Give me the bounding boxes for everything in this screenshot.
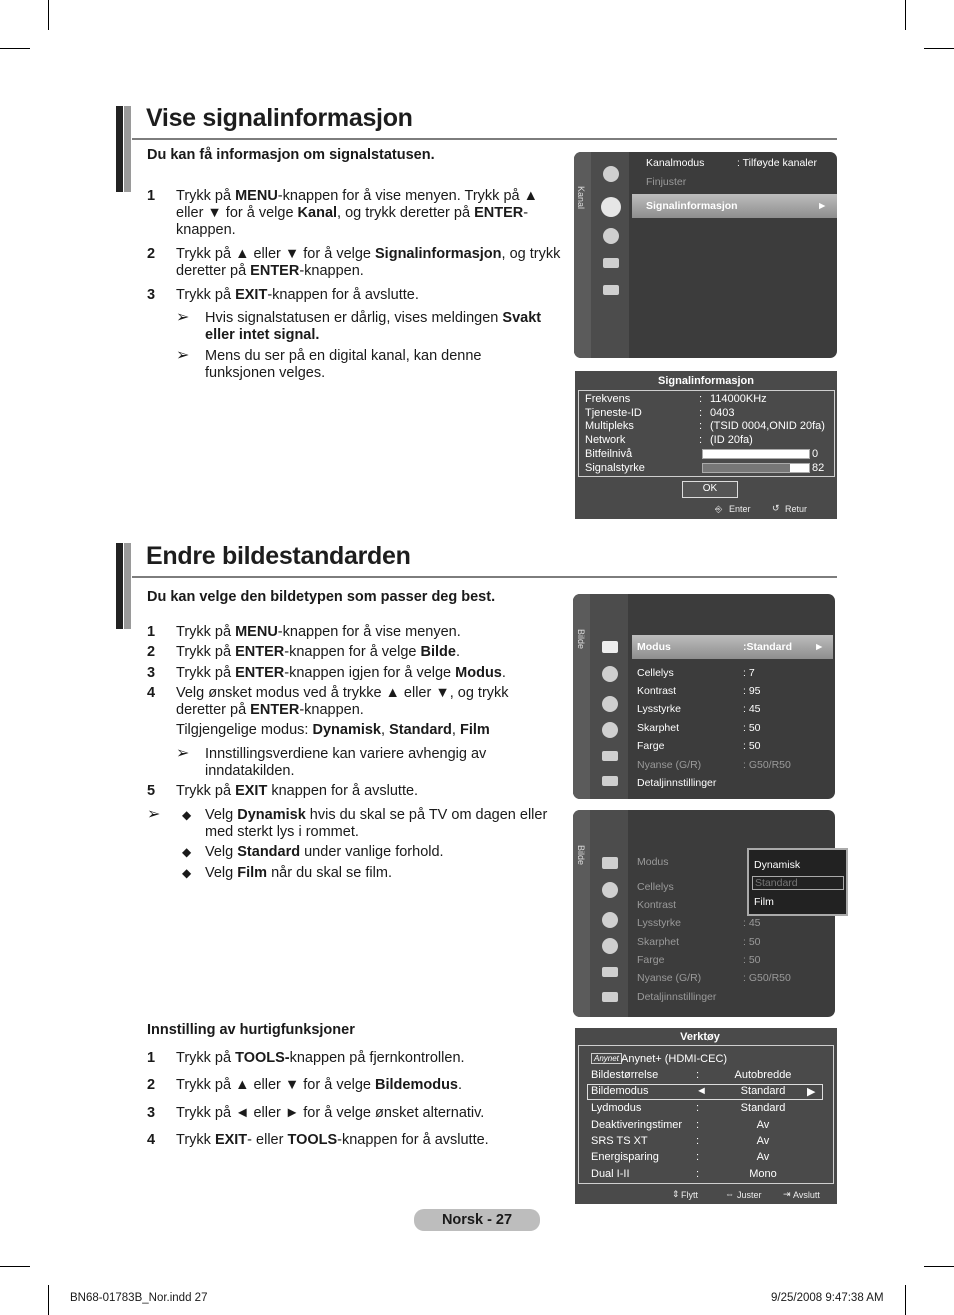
left-arrow-icon[interactable]: ◄ xyxy=(696,1085,707,1097)
exit-hint: Avslutt xyxy=(793,1190,820,1200)
note-arrow-icon: ➢ xyxy=(176,347,190,364)
menu-row-value: : 45 xyxy=(743,703,761,715)
menu-highlight-label: Modus xyxy=(637,641,671,653)
gear-icon[interactable] xyxy=(602,722,618,738)
menu-row-value: : 50 xyxy=(743,954,761,966)
menu-sidebar xyxy=(573,594,590,799)
crop-mark xyxy=(924,48,954,49)
dialog-title: Signalinformasjon xyxy=(658,375,754,387)
menu-row-label[interactable]: Kontrast xyxy=(637,899,677,911)
menu-row-value: : G50/R50 xyxy=(743,972,791,984)
menu-row-label[interactable]: Cellelys xyxy=(637,667,674,679)
dialog-title: Verktøy xyxy=(680,1031,720,1043)
step-text: Trykk på ▲ eller ▼ for å velge Signalinformasjon, og trykk deretter på ENTER-knappen. xyxy=(176,246,561,279)
menu-sidebar xyxy=(574,152,591,358)
crop-mark xyxy=(905,0,906,30)
menu-row-label[interactable]: Detaljinnstillinger xyxy=(637,777,717,789)
crop-mark xyxy=(48,1285,49,1315)
move-hint: Flytt xyxy=(681,1190,698,1200)
crop-mark xyxy=(924,1266,954,1267)
step-number: 1 xyxy=(147,1050,156,1066)
tools-label[interactable]: Bildestørrelse xyxy=(591,1069,659,1081)
info-sep: : xyxy=(699,407,703,419)
crop-mark xyxy=(0,48,30,49)
step-text: Trykk på MENU-knappen for å vise menyen. xyxy=(176,624,461,640)
info-sep: : xyxy=(699,393,703,405)
satellite-dish-icon[interactable] xyxy=(602,912,618,928)
step-number: 2 xyxy=(147,644,156,660)
info-label: Tjeneste-ID xyxy=(585,407,642,419)
section-title: Vise signalinformasjon xyxy=(146,104,413,132)
exit-icon: ⇥ xyxy=(783,1189,791,1199)
step-number: 2 xyxy=(147,1077,156,1093)
satellite-dish-icon[interactable] xyxy=(602,696,618,712)
tools-label[interactable]: Deaktiveringstimer xyxy=(591,1119,683,1131)
menu-row-label[interactable]: Lysstyrke xyxy=(637,703,681,715)
menu-row-value: : 45 xyxy=(743,917,761,929)
menu-row-value: : Tilføyde kanaler xyxy=(737,157,817,169)
satellite-dish-icon[interactable] xyxy=(601,197,621,217)
signal-strength-fill xyxy=(703,464,790,472)
bullet-text: Velg Dynamisk hvis du skal se på TV om dagen eller med sterkt lys i rommet. xyxy=(205,807,548,840)
note-arrow-icon: ➢ xyxy=(176,309,190,326)
info-sep: : xyxy=(699,434,703,446)
tools-value: Mono xyxy=(749,1168,777,1180)
title-rule xyxy=(132,576,837,578)
section-marker xyxy=(124,106,131,192)
menu-side-label: Bilde xyxy=(576,629,586,650)
menu-row-value: : 50 xyxy=(743,740,761,752)
tools-sep: : xyxy=(696,1168,700,1180)
step-text: Trykk på MENU-knappen for å vise menyen. Trykk på ▲ eller ▼ for å velge Kanal, og trykk deretter på ENTER-knappen. xyxy=(176,188,538,238)
menu-row-value: : 7 xyxy=(743,667,755,679)
tools-value: Av xyxy=(756,1135,770,1147)
menu-row-value: : 95 xyxy=(743,685,761,697)
step-number: 3 xyxy=(147,1105,156,1121)
dialog-content-box xyxy=(578,1045,834,1184)
note-text: Innstillingsverdiene kan variere avhengig av inndatakilden. xyxy=(205,746,487,779)
info-sep: : xyxy=(699,420,703,432)
picture-icon[interactable] xyxy=(602,641,618,653)
menu-side-label: Kanal xyxy=(576,186,586,210)
menu-row-label[interactable]: Finjuster xyxy=(646,176,687,188)
enter-icon: ⎆ xyxy=(715,504,723,514)
info-label: Network xyxy=(585,434,626,446)
info-label: Frekvens xyxy=(585,393,631,405)
page-number: Norsk - 27 xyxy=(414,1209,540,1231)
title-rule xyxy=(132,138,837,140)
menu-row-label[interactable]: Nyanse (G/R) xyxy=(637,759,702,771)
enter-hint: Enter xyxy=(729,504,751,514)
info-value: (TSID 0004,ONID 20fa) xyxy=(710,420,825,432)
available-modes: Tilgjengelige modus: Dynamisk, Standard, Film xyxy=(176,722,490,738)
dial-icon[interactable] xyxy=(602,666,618,682)
popup-option[interactable]: Film xyxy=(754,896,774,908)
menu-highlight-label: Signalinformasjon xyxy=(646,200,738,212)
menu-row-label[interactable]: Kontrast xyxy=(637,685,677,697)
bit-error-bar xyxy=(702,449,810,459)
step-text: Trykk EXIT- eller TOOLS-knappen for å avslutte. xyxy=(176,1132,489,1148)
mode-popup xyxy=(747,848,848,916)
section-lead: Du kan velge den bildetypen som passer deg best. xyxy=(147,589,496,605)
tools-label[interactable]: Dual I-II xyxy=(591,1168,630,1180)
info-value: (ID 20fa) xyxy=(710,434,753,446)
return-hint: Retur xyxy=(785,504,808,514)
tools-sep: : xyxy=(696,1119,700,1131)
gear-icon[interactable] xyxy=(603,228,619,244)
dial-icon[interactable] xyxy=(602,882,618,898)
tools-label[interactable]: Lydmodus xyxy=(591,1102,642,1114)
step-text: Trykk på ENTER-knappen igjen for å velge Modus. xyxy=(176,665,506,681)
step-text: Trykk på ENTER-knappen for å velge Bilde. xyxy=(176,644,460,660)
step-text: Trykk på ◄ eller ► for å velge ønsket alternativ. xyxy=(176,1105,485,1121)
gear-icon[interactable] xyxy=(602,938,618,954)
menu-row-label[interactable]: Modus xyxy=(637,856,669,868)
file-info: BN68-01783B_Nor.indd 27 xyxy=(70,1292,208,1304)
picture-menu-screen xyxy=(573,594,835,799)
menu-sidebar xyxy=(573,810,590,1017)
step-text: Trykk på EXIT-knappen for å avslutte. xyxy=(176,287,419,303)
date-info: 9/25/2008 9:47:38 AM xyxy=(771,1292,884,1304)
right-arrow-icon[interactable]: ▶ xyxy=(807,1086,816,1098)
tools-label[interactable]: Bildemodus xyxy=(591,1085,649,1097)
quick-heading: Innstilling av hurtigfunksjoner xyxy=(147,1022,355,1038)
step-number: 4 xyxy=(147,1132,156,1148)
section-marker xyxy=(124,543,131,629)
note-text: Mens du ser på en digital kanal, kan denne funksjonen velges. xyxy=(205,348,482,381)
section-marker xyxy=(116,106,123,192)
menu-row-label[interactable]: Skarphet xyxy=(637,722,680,734)
step-text: Trykk på ▲ eller ▼ for å velge Bildemodus. xyxy=(176,1077,463,1093)
step-number: 5 xyxy=(147,783,156,799)
adjust-hint: Juster xyxy=(737,1190,762,1200)
popup-option-selected[interactable]: Standard xyxy=(752,876,844,890)
bullet-diamond-icon: ◆ xyxy=(182,845,192,859)
tools-value: Av xyxy=(756,1119,770,1131)
info-value: 114000KHz xyxy=(710,393,767,405)
menu-row-value: : G50/R50 xyxy=(743,759,791,771)
up-down-icon: ⇕ xyxy=(672,1189,680,1199)
step-number: 1 xyxy=(147,188,156,204)
menu-row-label[interactable]: Kanalmodus xyxy=(646,157,705,169)
note-text: Hvis signalstatusen er dårlig, vises meldingen Svakt eller intet signal. xyxy=(205,310,542,343)
anynet-logo: Anynet xyxy=(591,1053,622,1064)
tools-label[interactable]: Energisparing xyxy=(591,1151,659,1163)
signal-strength-label: Signalstyrke xyxy=(585,462,645,474)
menu-row-label[interactable]: Farge xyxy=(637,740,665,752)
bullet-diamond-icon: ◆ xyxy=(182,866,192,880)
antenna-icon[interactable] xyxy=(602,967,618,977)
tools-dialog xyxy=(575,1028,837,1204)
menu-side-label: Bilde xyxy=(576,845,586,866)
menu-icon-column xyxy=(591,152,629,358)
menu-row-label[interactable]: Cellelys xyxy=(637,881,674,893)
section-title: Endre bildestandarden xyxy=(146,542,411,570)
menu-row-label[interactable]: Skarphet xyxy=(637,936,680,948)
tools-value: Standard xyxy=(740,1102,786,1114)
signal-info-dialog xyxy=(575,371,837,519)
step-number: 1 xyxy=(147,624,156,640)
tools-value: Standard xyxy=(740,1085,786,1097)
tools-sep: : xyxy=(696,1102,700,1114)
antenna-icon[interactable] xyxy=(602,751,618,761)
picture-icon[interactable] xyxy=(602,857,618,869)
antenna-icon[interactable] xyxy=(603,258,619,268)
input-icon[interactable] xyxy=(603,285,619,295)
popup-option[interactable]: Dynamisk xyxy=(754,859,801,871)
signal-strength-bar xyxy=(702,463,810,473)
bullet-text: Velg Film når du skal se film. xyxy=(205,865,392,881)
tools-sep: : xyxy=(696,1151,700,1163)
bullet-diamond-icon: ◆ xyxy=(182,808,192,822)
note-arrow-icon: ➢ xyxy=(147,806,161,823)
anynet-item[interactable]: Anynet+ (HDMI-CEC) xyxy=(621,1053,728,1065)
menu-row-label[interactable]: Detaljinnstillinger xyxy=(637,991,717,1003)
dial-icon[interactable] xyxy=(603,166,619,182)
step-text: Trykk på EXIT knappen for å avslutte. xyxy=(176,783,419,799)
input-icon[interactable] xyxy=(602,992,618,1002)
section-marker xyxy=(116,543,123,629)
tools-value: Av xyxy=(756,1151,770,1163)
step-text: Trykk på TOOLS-knappen på fjernkontrollen. xyxy=(176,1050,465,1066)
step-number: 3 xyxy=(147,287,156,303)
menu-row-label[interactable]: Nyanse (G/R) xyxy=(637,972,702,984)
channel-menu-screen xyxy=(574,152,837,358)
input-icon[interactable] xyxy=(602,776,618,786)
info-value: 0403 xyxy=(710,407,735,419)
tools-label[interactable]: SRS TS XT xyxy=(591,1135,648,1147)
step-number: 4 xyxy=(147,685,156,701)
bit-error-label: Bitfeilnivå xyxy=(585,448,633,460)
tools-sep: : xyxy=(696,1069,700,1081)
step-number: 3 xyxy=(147,665,156,681)
step-number: 2 xyxy=(147,246,156,262)
menu-row-label[interactable]: Lysstyrke xyxy=(637,917,681,929)
ok-button[interactable]: OK xyxy=(682,481,738,498)
bullet-text: Velg Standard under vanlige forhold. xyxy=(205,844,444,860)
menu-row-label[interactable]: Farge xyxy=(637,954,665,966)
crop-mark xyxy=(48,0,49,30)
menu-highlight-value: :Standard xyxy=(743,641,793,653)
crop-mark xyxy=(0,1266,30,1267)
note-arrow-icon: ➢ xyxy=(176,745,190,762)
step-text: Velg ønsket modus ved å trykke ▲ eller ▼, og trykk deretter på ENTER-knappen. xyxy=(176,685,509,718)
menu-row-value: : 50 xyxy=(743,722,761,734)
info-label: Multipleks xyxy=(585,420,634,432)
tools-value: Autobredde xyxy=(734,1069,792,1081)
section-lead: Du kan få informasjon om signalstatusen. xyxy=(147,147,435,163)
signal-strength-value: 82 xyxy=(812,462,825,474)
return-icon: ↺ xyxy=(772,503,780,513)
menu-row-value: : 50 xyxy=(743,936,761,948)
bit-error-value: 0 xyxy=(812,448,819,460)
menu-highlight-arrow: ► xyxy=(814,641,825,653)
crop-mark xyxy=(905,1285,906,1315)
tools-sep: : xyxy=(696,1135,700,1147)
menu-highlight-arrow: ► xyxy=(817,200,828,212)
left-right-icon: ⇔ xyxy=(725,1189,734,1199)
